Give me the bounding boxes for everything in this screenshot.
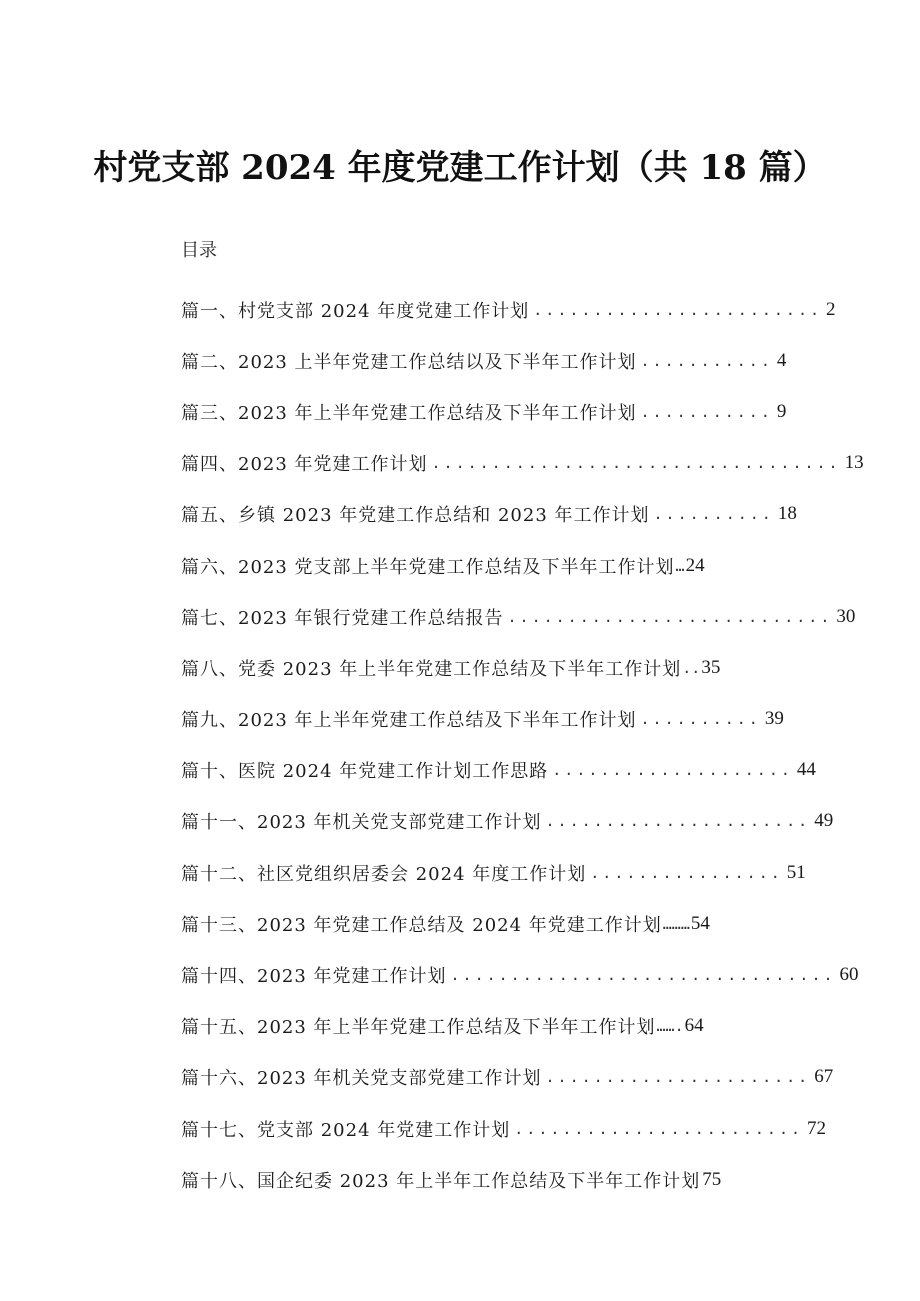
toc-leader-dots: .......... — [653, 505, 774, 524]
toc-leader-dots: ........... — [640, 351, 773, 370]
toc-leader-dots: ……. — [656, 1017, 684, 1036]
toc-page-number: 44 — [796, 759, 816, 781]
toc-leader-dots: ...................... — [545, 1068, 811, 1087]
toc-leader-dots: .................................. — [431, 454, 841, 473]
toc-page-number: 64 — [684, 1015, 704, 1037]
toc-entry[interactable] — [181, 642, 775, 693]
toc-entry-title: 篇十六、2023 年机关党支部党建工作计划 — [181, 1068, 542, 1090]
toc-entry[interactable] — [181, 284, 836, 335]
toc-entry-title: 篇七、2023 年银行党建工作总结报告 — [181, 607, 504, 629]
toc-page-number: 18 — [777, 503, 797, 525]
toc-entry-title: 篇十八、国企纪委 2023 年上半年工作总结及下半年工作计划 — [181, 1170, 701, 1192]
toc-entry[interactable] — [181, 591, 856, 642]
toc-page-number: 30 — [836, 605, 856, 627]
toc-entry-title: 篇八、党委 2023 年上半年党建工作总结及下半年工作计划 — [181, 658, 682, 680]
toc-leader-dots: ................ — [590, 863, 783, 882]
toc-page-number: 9 — [776, 400, 787, 422]
toc-entry-title: 篇三、2023 年上半年党建工作总结及下半年工作计划 — [181, 402, 637, 424]
toc-leader-dots: ........................ — [533, 300, 823, 319]
toc-page-number: 67 — [814, 1066, 834, 1088]
toc-entry[interactable] — [181, 1154, 775, 1205]
toc-leader-dots: ……… — [662, 914, 690, 933]
toc-entry[interactable] — [181, 489, 797, 540]
toc-leader-dots: ........................... — [507, 607, 833, 626]
toc-entry[interactable] — [181, 949, 859, 1000]
toc-leader-dots: … — [675, 556, 685, 575]
toc-leader-dots: ........... — [640, 402, 773, 421]
toc-page-number: 13 — [844, 452, 864, 474]
toc-page-number: 39 — [764, 708, 784, 730]
toc-heading: 目录 — [181, 240, 217, 261]
toc-entry[interactable] — [181, 1001, 775, 1052]
toc-entry-title: 篇十三、2023 年党建工作总结及 2024 年党建工作计划 — [181, 914, 662, 936]
toc-leader-dots: .. — [682, 658, 701, 677]
toc-entry[interactable] — [181, 335, 787, 386]
toc-entry[interactable] — [181, 694, 784, 745]
toc-entry-title: 篇六、2023 党支部上半年党建工作总结及下半年工作计划 — [181, 556, 675, 578]
toc-page-number: 49 — [814, 810, 834, 832]
toc-entry-title: 篇十、医院 2024 年党建工作计划工作思路 — [181, 761, 549, 783]
toc-entry[interactable] — [181, 898, 775, 949]
toc-entry-title: 篇十四、2023 年党建工作计划 — [181, 966, 447, 988]
toc-page-number: 2 — [826, 298, 836, 320]
toc-entry-title: 篇十二、社区党组织居委会 2024 年度工作计划 — [181, 863, 587, 885]
toc-leader-dots: .......... — [640, 710, 761, 729]
toc-entry[interactable] — [181, 438, 864, 489]
toc-entry-title: 篇二、2023 上半年党建工作总结以及下半年工作计划 — [181, 351, 637, 373]
toc-entry-title: 篇四、2023 年党建工作计划 — [181, 454, 428, 476]
toc-leader-dots: .................... — [552, 761, 793, 780]
toc-leader-dots: ...................... — [545, 812, 811, 831]
toc-entry-title: 篇十五、2023 年上半年党建工作总结及下半年工作计划 — [181, 1017, 656, 1039]
toc-leader-dots: ................................ — [450, 966, 836, 985]
toc-entry-title: 篇一、村党支部 2024 年度党建工作计划 — [181, 300, 530, 322]
toc-entry-title: 篇十七、党支部 2024 年党建工作计划 — [181, 1119, 511, 1141]
document-title: 村党支部 2024 年度党建工作计划（共 18 篇） — [93, 148, 827, 188]
toc-leader-dots: ........................ — [514, 1119, 804, 1138]
toc-entry[interactable] — [181, 796, 834, 847]
toc-entry[interactable] — [181, 540, 775, 591]
toc-page-number: 60 — [839, 964, 859, 986]
toc-entry-title: 篇十一、2023 年机关党支部党建工作计划 — [181, 812, 542, 834]
toc-page-number: 24 — [685, 554, 705, 576]
toc-entry[interactable] — [181, 1052, 834, 1103]
toc-page-number: 35 — [701, 656, 721, 678]
toc-entry[interactable] — [181, 1103, 827, 1154]
toc-entry-title: 篇五、乡镇 2023 年党建工作总结和 2023 年工作计划 — [181, 505, 650, 527]
table-of-contents — [181, 284, 864, 1205]
toc-entry[interactable] — [181, 386, 787, 437]
toc-page-number: 4 — [776, 349, 787, 371]
toc-page-number: 72 — [807, 1117, 827, 1139]
toc-entry-title: 篇九、2023 年上半年党建工作总结及下半年工作计划 — [181, 710, 637, 732]
toc-entry[interactable] — [181, 745, 816, 796]
toc-page-number: 54 — [690, 912, 710, 934]
toc-page-number: 51 — [786, 861, 806, 883]
toc-page-number: 75 — [702, 1168, 722, 1190]
toc-entry[interactable] — [181, 847, 806, 898]
